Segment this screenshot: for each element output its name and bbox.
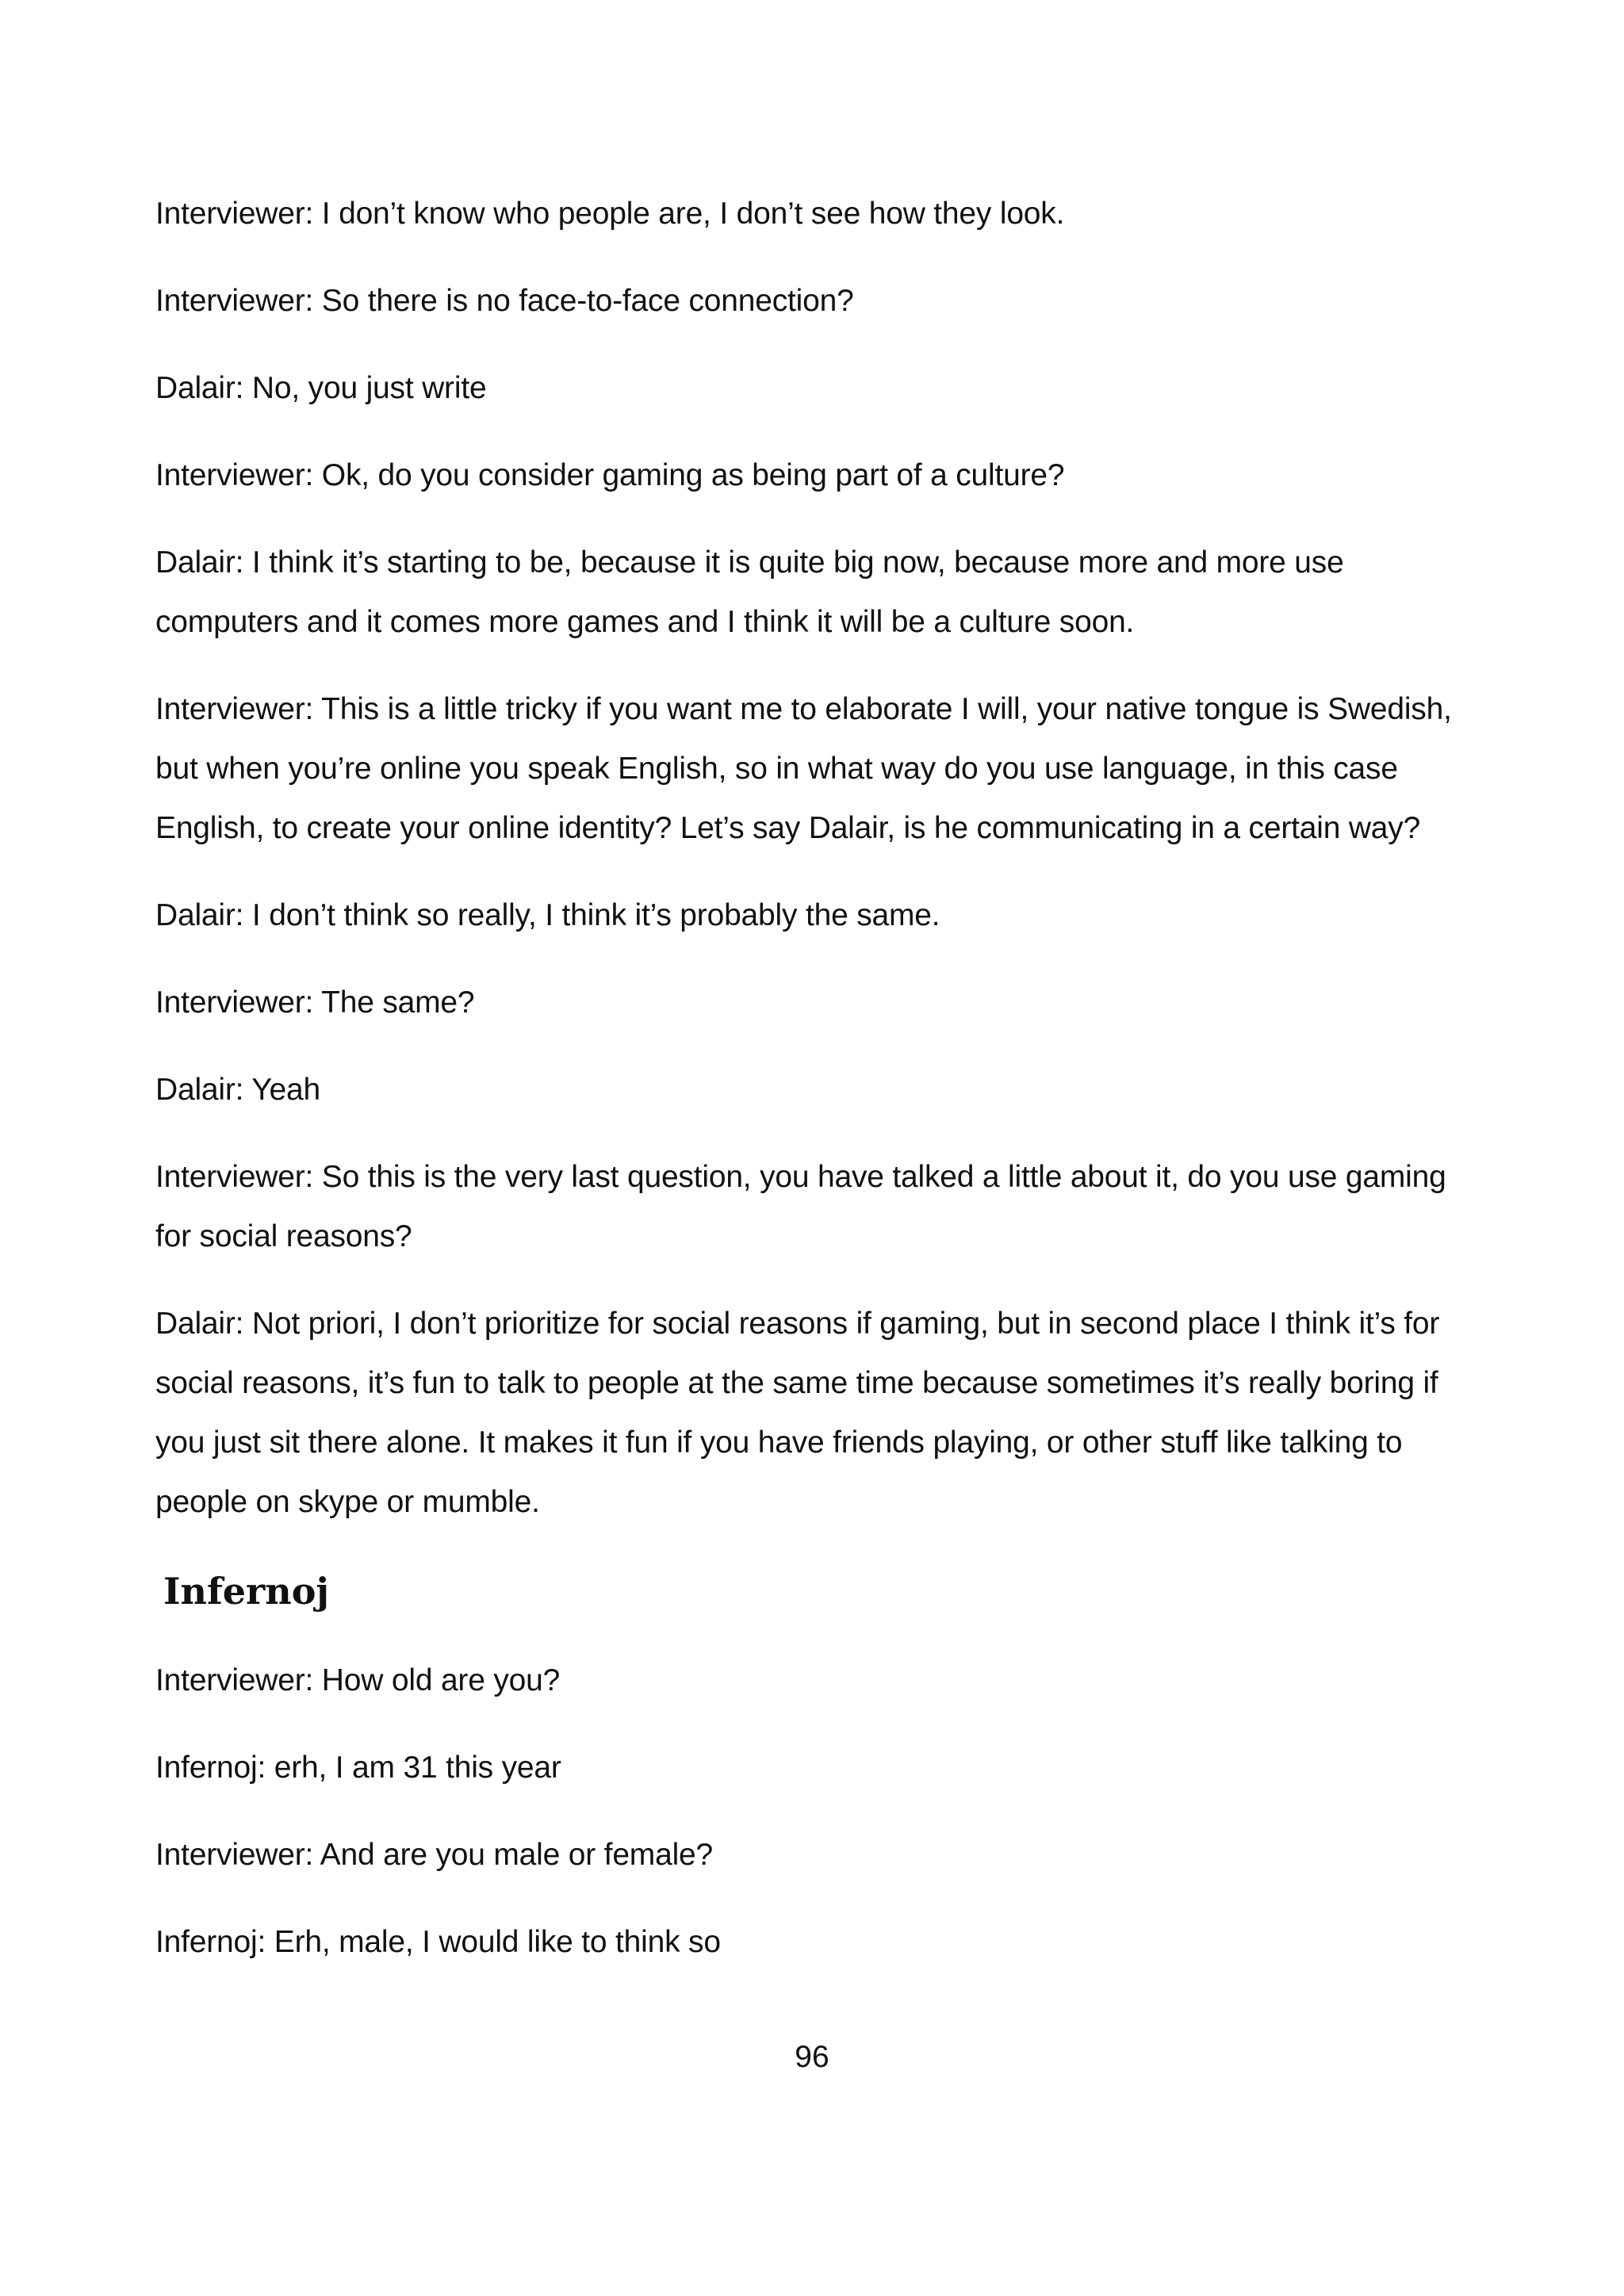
transcript-paragraph: Infernoj: Erh, male, I would like to think so	[155, 1925, 721, 1959]
transcript-paragraph: Interviewer: This is a little tricky if you want me to elaborate I will, your native tongue is Swedish, but when you’re online you speak English, so in what way do you use language, in this case English, to create your online identity? Let’s say Dalair, is he communicating in a certain way?	[155, 692, 1452, 845]
transcript-paragraph: Dalair: I don’t think so really, I think it’s probably the same.	[155, 898, 940, 932]
transcript-body	[155, 184, 1472, 1999]
transcript-paragraph: Interviewer: So there is no face-to-face connection?	[155, 284, 854, 318]
transcript-paragraph: Interviewer: Ok, do you consider gaming as being part of a culture?	[155, 458, 1065, 492]
transcript-paragraph: Interviewer: And are you male or female?	[155, 1838, 714, 1872]
transcript-paragraph: Interviewer: How old are you?	[155, 1663, 561, 1697]
transcript-paragraph: Dalair: Yeah	[155, 1073, 320, 1107]
transcript-paragraph: Dalair: Not priori, I don’t prioritize for social reasons if gaming, but in second place I think it’s for social reasons, it’s fun to talk to people at the same time because sometimes it’s really boring if you just sit there alone. It makes it fun if you have friends playing, or other stuff like talking to people on skype or mumble.	[155, 1307, 1440, 1519]
transcript-paragraph: Dalair: I think it’s starting to be, because it is quite big now, because more and more use computers and it comes more games and I think it will be a culture soon.	[155, 545, 1344, 639]
transcript-paragraph: Interviewer: I don’t know who people are, I don’t see how they look.	[155, 197, 1065, 231]
page-number: 96	[795, 2040, 829, 2074]
transcript-paragraph: Interviewer: The same?	[155, 985, 475, 1020]
transcript-paragraph: Infernoj: erh, I am 31 this year	[155, 1751, 561, 1785]
transcript-paragraph: Dalair: No, you just write	[155, 371, 487, 405]
transcript-paragraph: Interviewer: So this is the very last question, you have talked a little about it, do you use gaming for social reasons?	[155, 1160, 1446, 1253]
section-heading-infernoj: Infernoj	[163, 1570, 330, 1613]
